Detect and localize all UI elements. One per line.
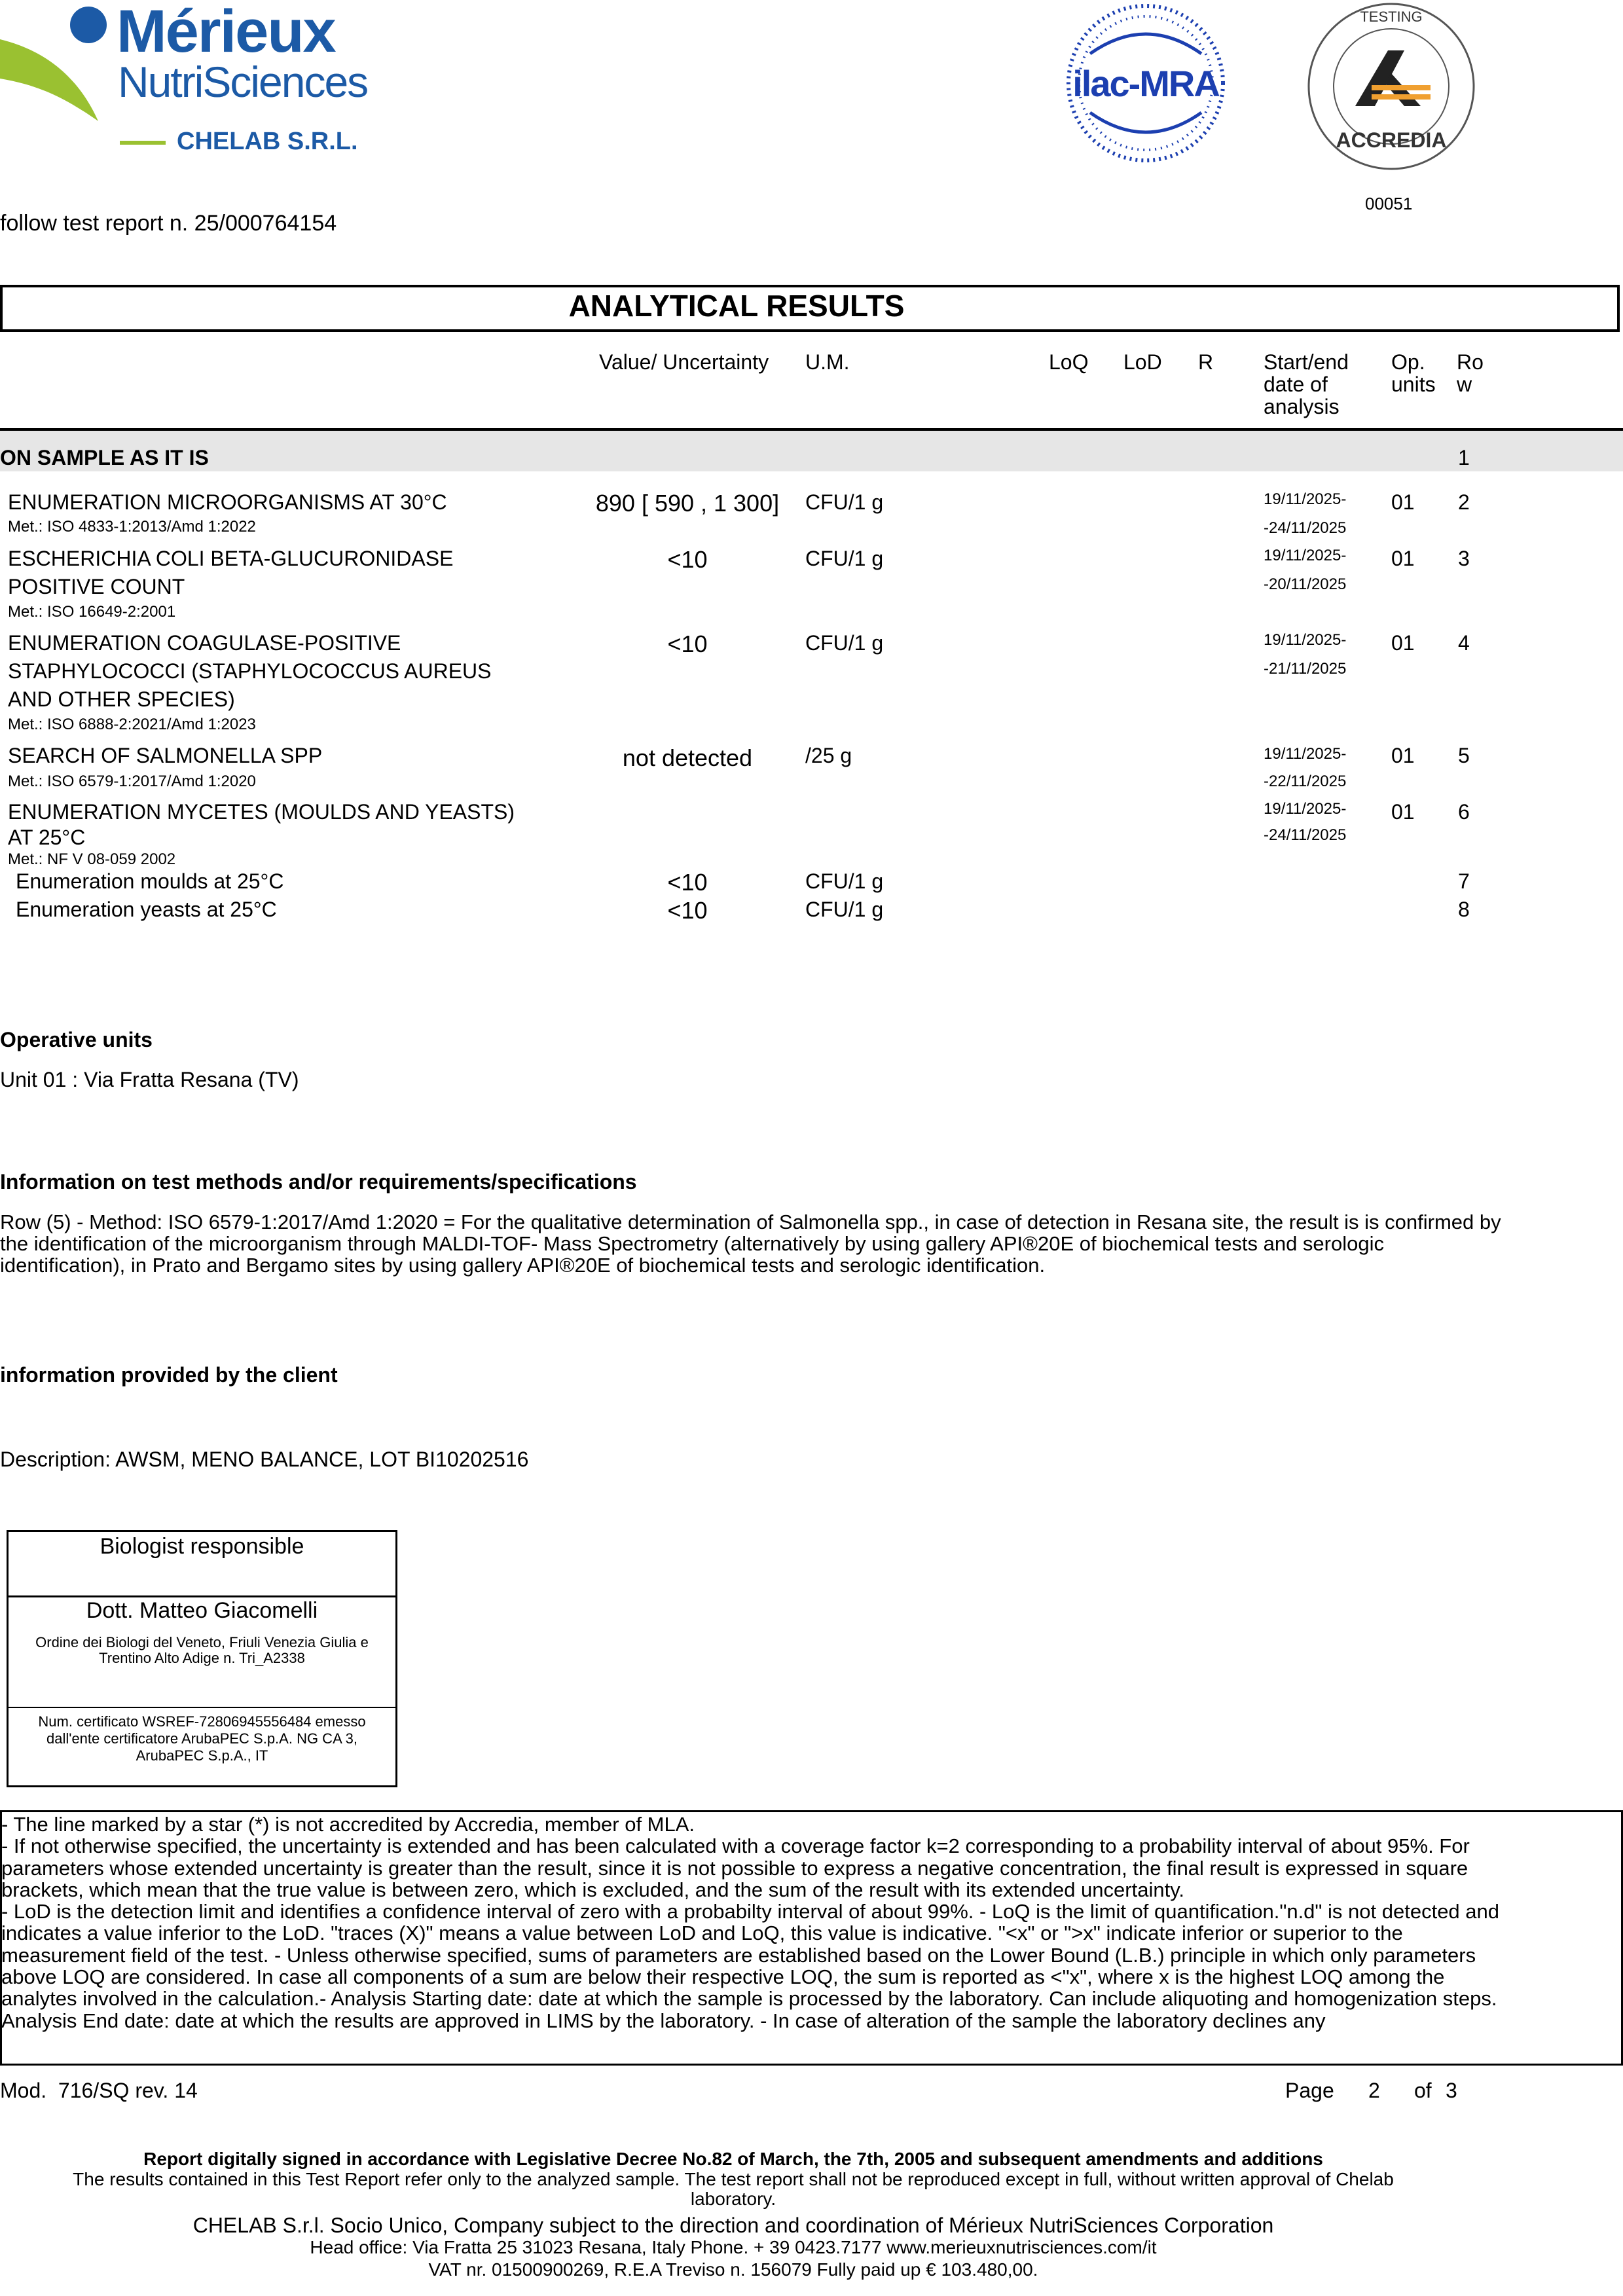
row-4-name-line3: AND OTHER SPECIES) [8,687,235,711]
note-line-2: - If not otherwise specified, the uncertainty is extended and has been calculated with a coverage factor k=2 corresponding to a probability interval of about 95%. For [1,1834,1470,1858]
col-lod-header: LoD [1123,350,1162,374]
ilac-label: ilac-MRA [1072,63,1219,104]
signature-name: Dott. Matteo Giacomelli [86,1598,318,1623]
methods-info-line3: identification), in Prato and Bergamo sites by using gallery API®20E of biochemical tests and serologic identification. [0,1254,1046,1277]
signature-order-line2: Trentino Alto Adige n. Tri_A2338 [99,1650,305,1666]
row-5-end: -22/11/2025 [1264,773,1347,790]
accredia-testing-label: TESTING [1360,9,1423,25]
col-dates-header [1264,351,1349,418]
col-loq-header: LoQ [1049,350,1089,374]
col-row-line1: Ro [1457,350,1484,374]
client-info-title: information provided by the client [0,1363,338,1387]
brand-company: CHELAB S.R.L. [177,128,358,155]
accredia-name-label: ACCREDIA [1336,128,1447,152]
footer-company: CHELAB S.r.l. Socio Unico, Company subject to the direction and coordination of Mérieux NutriSciences Corporation [192,2214,1274,2237]
note-line-4: brackets, which mean that the true value is between zero, which is excluded, and the sum of the result with its extended uncertainty. [1,1878,1185,1901]
row-8-number: 8 [1458,898,1470,921]
section-band [0,431,1623,471]
signature-divider-2 [7,1707,397,1708]
row-5-name: SEARCH OF SALMONELLA SPP [8,744,323,767]
brand-name: Mérieux [117,0,335,65]
row-5-method: Met.: ISO 6579-1:2017/Amd 1:2020 [8,773,256,790]
client-description: Description: AWSM, MENO BALANCE, LOT BI10202516 [0,1448,529,1471]
row-4-method: Met.: ISO 6888-2:2021/Amd 1:2023 [8,716,256,733]
row-5-start: 19/11/2025- [1264,745,1347,763]
row-6-name-line2: AT 25°C [8,826,86,849]
row-3-start: 19/11/2025- [1264,547,1347,564]
footer-results-line2: laboratory. [690,2189,776,2209]
footer-vat: VAT nr. 01500900269, R.E.A Treviso n. 156079 Fully paid up € 103.480,00. [428,2259,1038,2280]
row-3-um: CFU/1 g [805,547,884,570]
row-5-number: 5 [1458,744,1470,767]
accredia-badge [1306,1,1476,172]
footer-office: Head office: Via Fratta 25 31023 Resana, Italy Phone. + 39 0423.7177 www.merieuxnutrisciences.com/it [310,2237,1157,2257]
results-title: ANALYTICAL RESULTS [568,289,905,323]
row-2-end: -24/11/2025 [1264,519,1347,537]
note-line-5: - LoD is the detection limit and identifies a confidence interval of zero with a probabilty interval of about 99%. - LoQ is the limit of quantification."n.d" is not detected and [1,1900,1500,1923]
signature-certificate [7,1713,397,1764]
row-7-value: <10 [667,869,708,896]
page-of-label: of [1414,2079,1432,2102]
row-4-op: 01 [1391,631,1415,655]
row-4-number: 4 [1458,631,1470,655]
row-3-value: <10 [667,546,708,573]
col-value-header: Value/ Uncertainty [599,350,769,374]
row-4-um: CFU/1 g [805,631,884,655]
page-label: Page [1285,2079,1334,2102]
col-op-line1: Op. [1391,350,1425,374]
row-4-value: <10 [667,630,708,657]
row-6-method: Met.: NF V 08-059 2002 [8,850,176,868]
col-dates-line3: analysis [1264,395,1340,418]
row-6-end: -24/11/2025 [1264,826,1347,844]
row-7-number: 7 [1458,869,1470,893]
methods-info-title: Information on test methods and/or requirements/specifications [0,1170,637,1194]
row-2-um: CFU/1 g [805,490,884,514]
methods-info-line2: the identification of the microorganism through MALDI-TOF- Mass Spectrometry (alternatively by using gallery API®20E of biochemical tests and serologic [0,1232,1384,1255]
row-2-start: 19/11/2025- [1264,490,1347,508]
page-total: 3 [1446,2079,1457,2102]
row-6-name-line1: ENUMERATION MYCETES (MOULDS AND YEASTS) [8,800,515,824]
row-3-end: -20/11/2025 [1264,575,1347,593]
note-line-10: Analysis End date: date at which the results are approved in LIMS by the laboratory. - In case of alteration of the sample the laboratory declines any [1,2009,1326,2032]
ilac-mra-badge [1064,1,1228,165]
row-3-method: Met.: ISO 16649-2:2001 [8,603,176,621]
col-op-header [1391,351,1436,395]
row-8-name: Enumeration yeasts at 25°C [16,898,277,921]
footer-results-notice [0,2170,1467,2209]
page-number: 2 [1368,2079,1380,2102]
signature-order-line1: Ordine dei Biologi del Veneto, Friuli Venezia Giulia e [35,1634,369,1650]
row-4-end: -21/11/2025 [1264,660,1347,678]
methods-info-text [0,1211,1623,1276]
operative-units-title: Operative units [0,1028,153,1051]
row-3-name-line2: POSITIVE COUNT [8,575,185,598]
row-2-name: ENUMERATION MICROORGANISMS AT 30°C [8,490,447,514]
col-row-header [1457,351,1484,395]
section-row-number: 1 [1458,446,1470,469]
brand-subname: NutriSciences [118,58,368,106]
signature-order [7,1635,397,1666]
note-line-7: measurement field of the test. - Unless otherwise specified, sums of parameters are established based on the Lower Bound (L.B.) principle in which only parameters [1,1943,1476,1967]
note-line-3: parameters whose extended uncertainty is greater than the result, since it is not possible to express a negative concentration, the final result is expressed in square [1,1856,1468,1880]
note-line-1: - The line marked by a star (*) is not accredited by Accredia, member of MLA. [1,1813,695,1836]
row-2-method: Met.: ISO 4833-1:2013/Amd 1:2022 [8,518,256,536]
row-8-value: <10 [667,897,708,924]
row-5-um: /25 g [805,744,852,767]
col-dates-line1: Start/end [1264,350,1349,374]
row-2-op: 01 [1391,490,1415,514]
signature-divider-1 [7,1595,397,1597]
row-5-op: 01 [1391,744,1415,767]
col-op-line2: units [1391,373,1436,396]
row-4-name-line1: ENUMERATION COAGULASE-POSITIVE [8,631,401,655]
row-6-start: 19/11/2025- [1264,800,1347,818]
row-2-value: 890 [ 590 , 1 300] [595,490,780,517]
row-5-value: not detected [622,744,753,771]
notes-text [1,1813,1620,2032]
col-um-header: U.M. [805,350,850,374]
signature-cert-line1: Num. certificato WSREF-72806945556484 emesso [38,1713,366,1730]
row-3-number: 3 [1458,547,1470,570]
footer-results-line1: The results contained in this Test Report refer only to the analyzed sample. The test report shall not be reproduced except in full, without written approval of Chelab [73,2169,1394,2189]
accredia-number: 00051 [1365,194,1413,213]
row-4-name-line2: STAPHYLOCOCCI (STAPHYLOCOCCUS AUREUS [8,659,492,683]
methods-info-line1: Row (5) - Method: ISO 6579-1:2017/Amd 1:2020 = For the qualitative determination of Salmonella spp., in case of detection in Resana site, the result is is confirmed by [0,1211,1501,1233]
brand-divider [120,141,166,145]
form-revision: Mod. 716/SQ rev. 14 [0,2079,198,2102]
row-7-name: Enumeration moulds at 25°C [16,869,284,893]
operative-units-text: Unit 01 : Via Fratta Resana (TV) [0,1068,299,1091]
follow-report-ref: follow test report n. 25/000764154 [0,211,337,236]
footer-signed-notice: Report digitally signed in accordance with Legislative Decree No.82 of March, the 7th, 2005 and subsequent amendments and additions [143,2149,1323,2169]
signature-cert-line2: dall'ente certificatore ArubaPEC S.p.A. NG CA 3, [46,1730,357,1747]
note-line-6: indicates a value inferior to the LoD. "traces (X)" means a value between LoD and LoQ, this value is indicative. "<x" or ">x" indicate inferior or superior to the [1,1922,1403,1945]
row-3-name-line1: ESCHERICHIA COLI BETA-GLUCURONIDASE [8,547,454,570]
row-4-start: 19/11/2025- [1264,631,1347,649]
note-line-9: analytes involved in the calculation.- Analysis Starting date: date at which the sample is processed by the laboratory. Can include aliquoting and homogenization steps. [1,1987,1497,2011]
note-line-8: above LOQ are considered. In case all components of a sum are below their respective LOQ, the sum is reported as <"x", where x is the highest LOQ among the [1,1965,1445,1989]
row-3-op: 01 [1391,547,1415,570]
col-dates-line2: date of [1264,373,1328,396]
row-7-um: CFU/1 g [805,869,884,893]
col-row-line2: w [1457,373,1472,396]
company-logo [0,0,419,164]
row-8-um: CFU/1 g [805,898,884,921]
section-label: ON SAMPLE AS IT IS [0,446,209,469]
row-2-number: 2 [1458,490,1470,514]
col-r-header: R [1198,350,1214,374]
signature-role: Biologist responsible [100,1534,304,1559]
signature-cert-line3: ArubaPEC S.p.A., IT [136,1747,268,1764]
row-6-number: 6 [1458,800,1470,824]
row-6-op: 01 [1391,800,1415,824]
